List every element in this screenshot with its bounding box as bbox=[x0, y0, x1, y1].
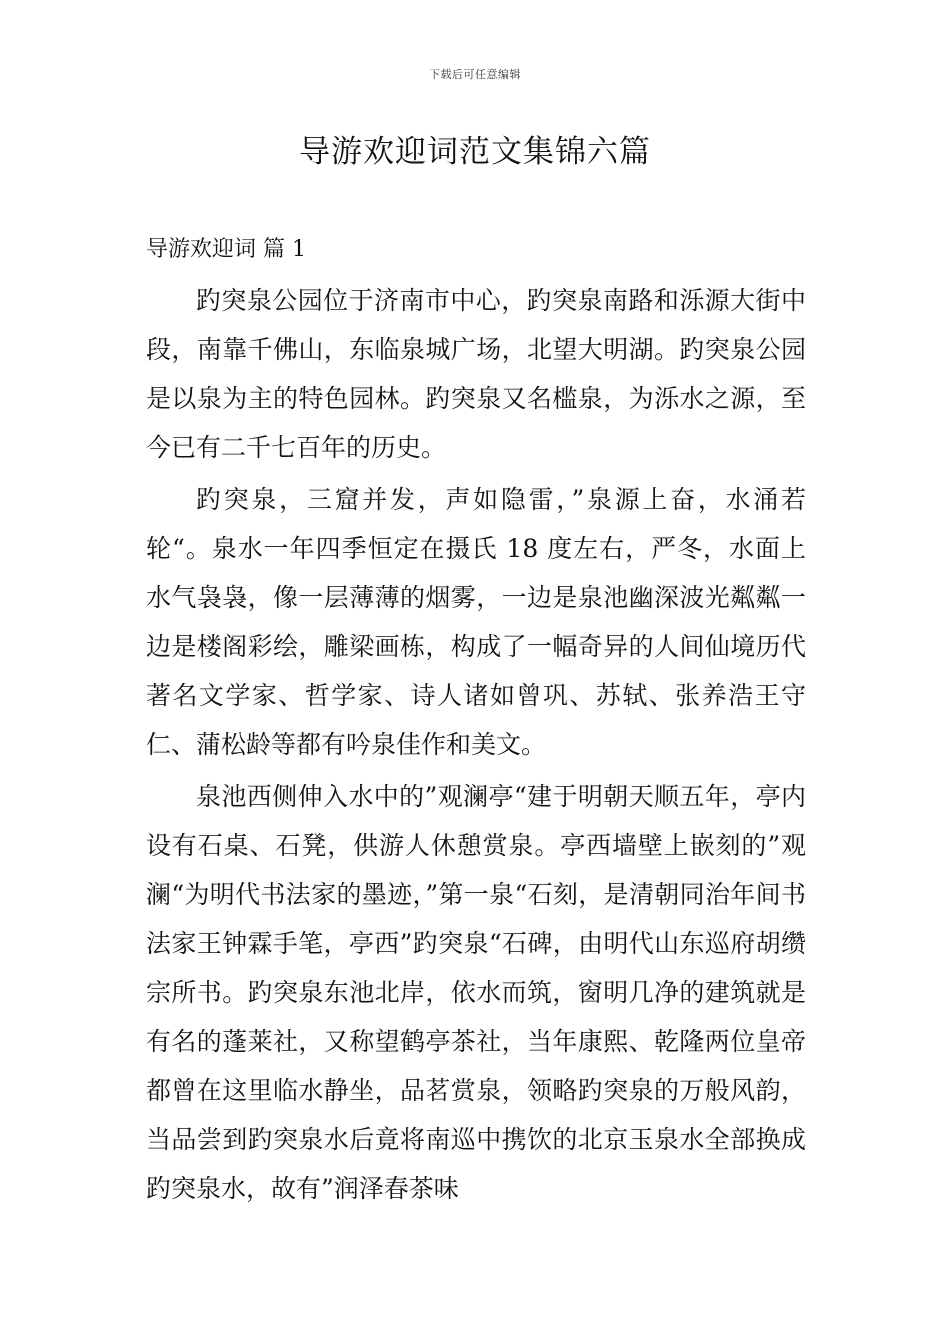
body-text bbox=[146, 276, 806, 1216]
document-title: 导游欢迎词范文集锦六篇 bbox=[299, 134, 651, 170]
header-note: 下载后可任意编辑 bbox=[429, 68, 521, 81]
paragraph-1: 趵突泉公园位于济南市中心，趵突泉南路和泺源大街中段，南靠千佛山，东临泉城广场，北望大明湖。趵突泉公园是以泉为主的特色园林。趵突泉又名槛泉，为泺水之源，至今已有二千七百年的历史。 bbox=[146, 286, 806, 462]
paragraph-2: 趵突泉，三窟并发，声如隐雷，”泉源上奋，水涌若轮“。泉水一年四季恒定在摄氏 18 度左右，严冬，水面上水气袅袅，像一层薄薄的烟雾，一边是泉池幽深波光粼粼一边是楼阁彩绘，雕梁画栋，构成了一幅奇异的人间仙境历代著名文学家、哲学家、诗人诸如曾巩、苏轼、张养浩王守仁、蒲松龄等都有吟泉佳作和美文。 bbox=[146, 485, 806, 759]
section-heading: 导游欢迎词 篇 1 bbox=[146, 237, 306, 262]
paragraph-3: 泉池西侧伸入水中的”观澜亭“建于明朝天顺五年，亭内设有石桌、石凳，供游人休憩赏泉。亭西墙壁上嵌刻的”观澜“为明代书法家的墨迹，”第一泉“石刻，是清朝同治年间书法家王钟霖手笔，亭西”趵突泉“石碑，由明代山东巡府胡缵宗所书。趵突泉东池北岸，依水而筑，窗明几净的建筑就是有名的蓬莱社，又称望鹤亭茶社，当年康熙、乾隆两位皇帝都曾在这里临水静坐，品茗赏泉，领略趵突泉的万般风韵，当品尝到趵突泉水后竟将南巡中携饮的北京玉泉水全部换成趵突泉水，故有”润泽春茶味 bbox=[146, 782, 806, 1203]
